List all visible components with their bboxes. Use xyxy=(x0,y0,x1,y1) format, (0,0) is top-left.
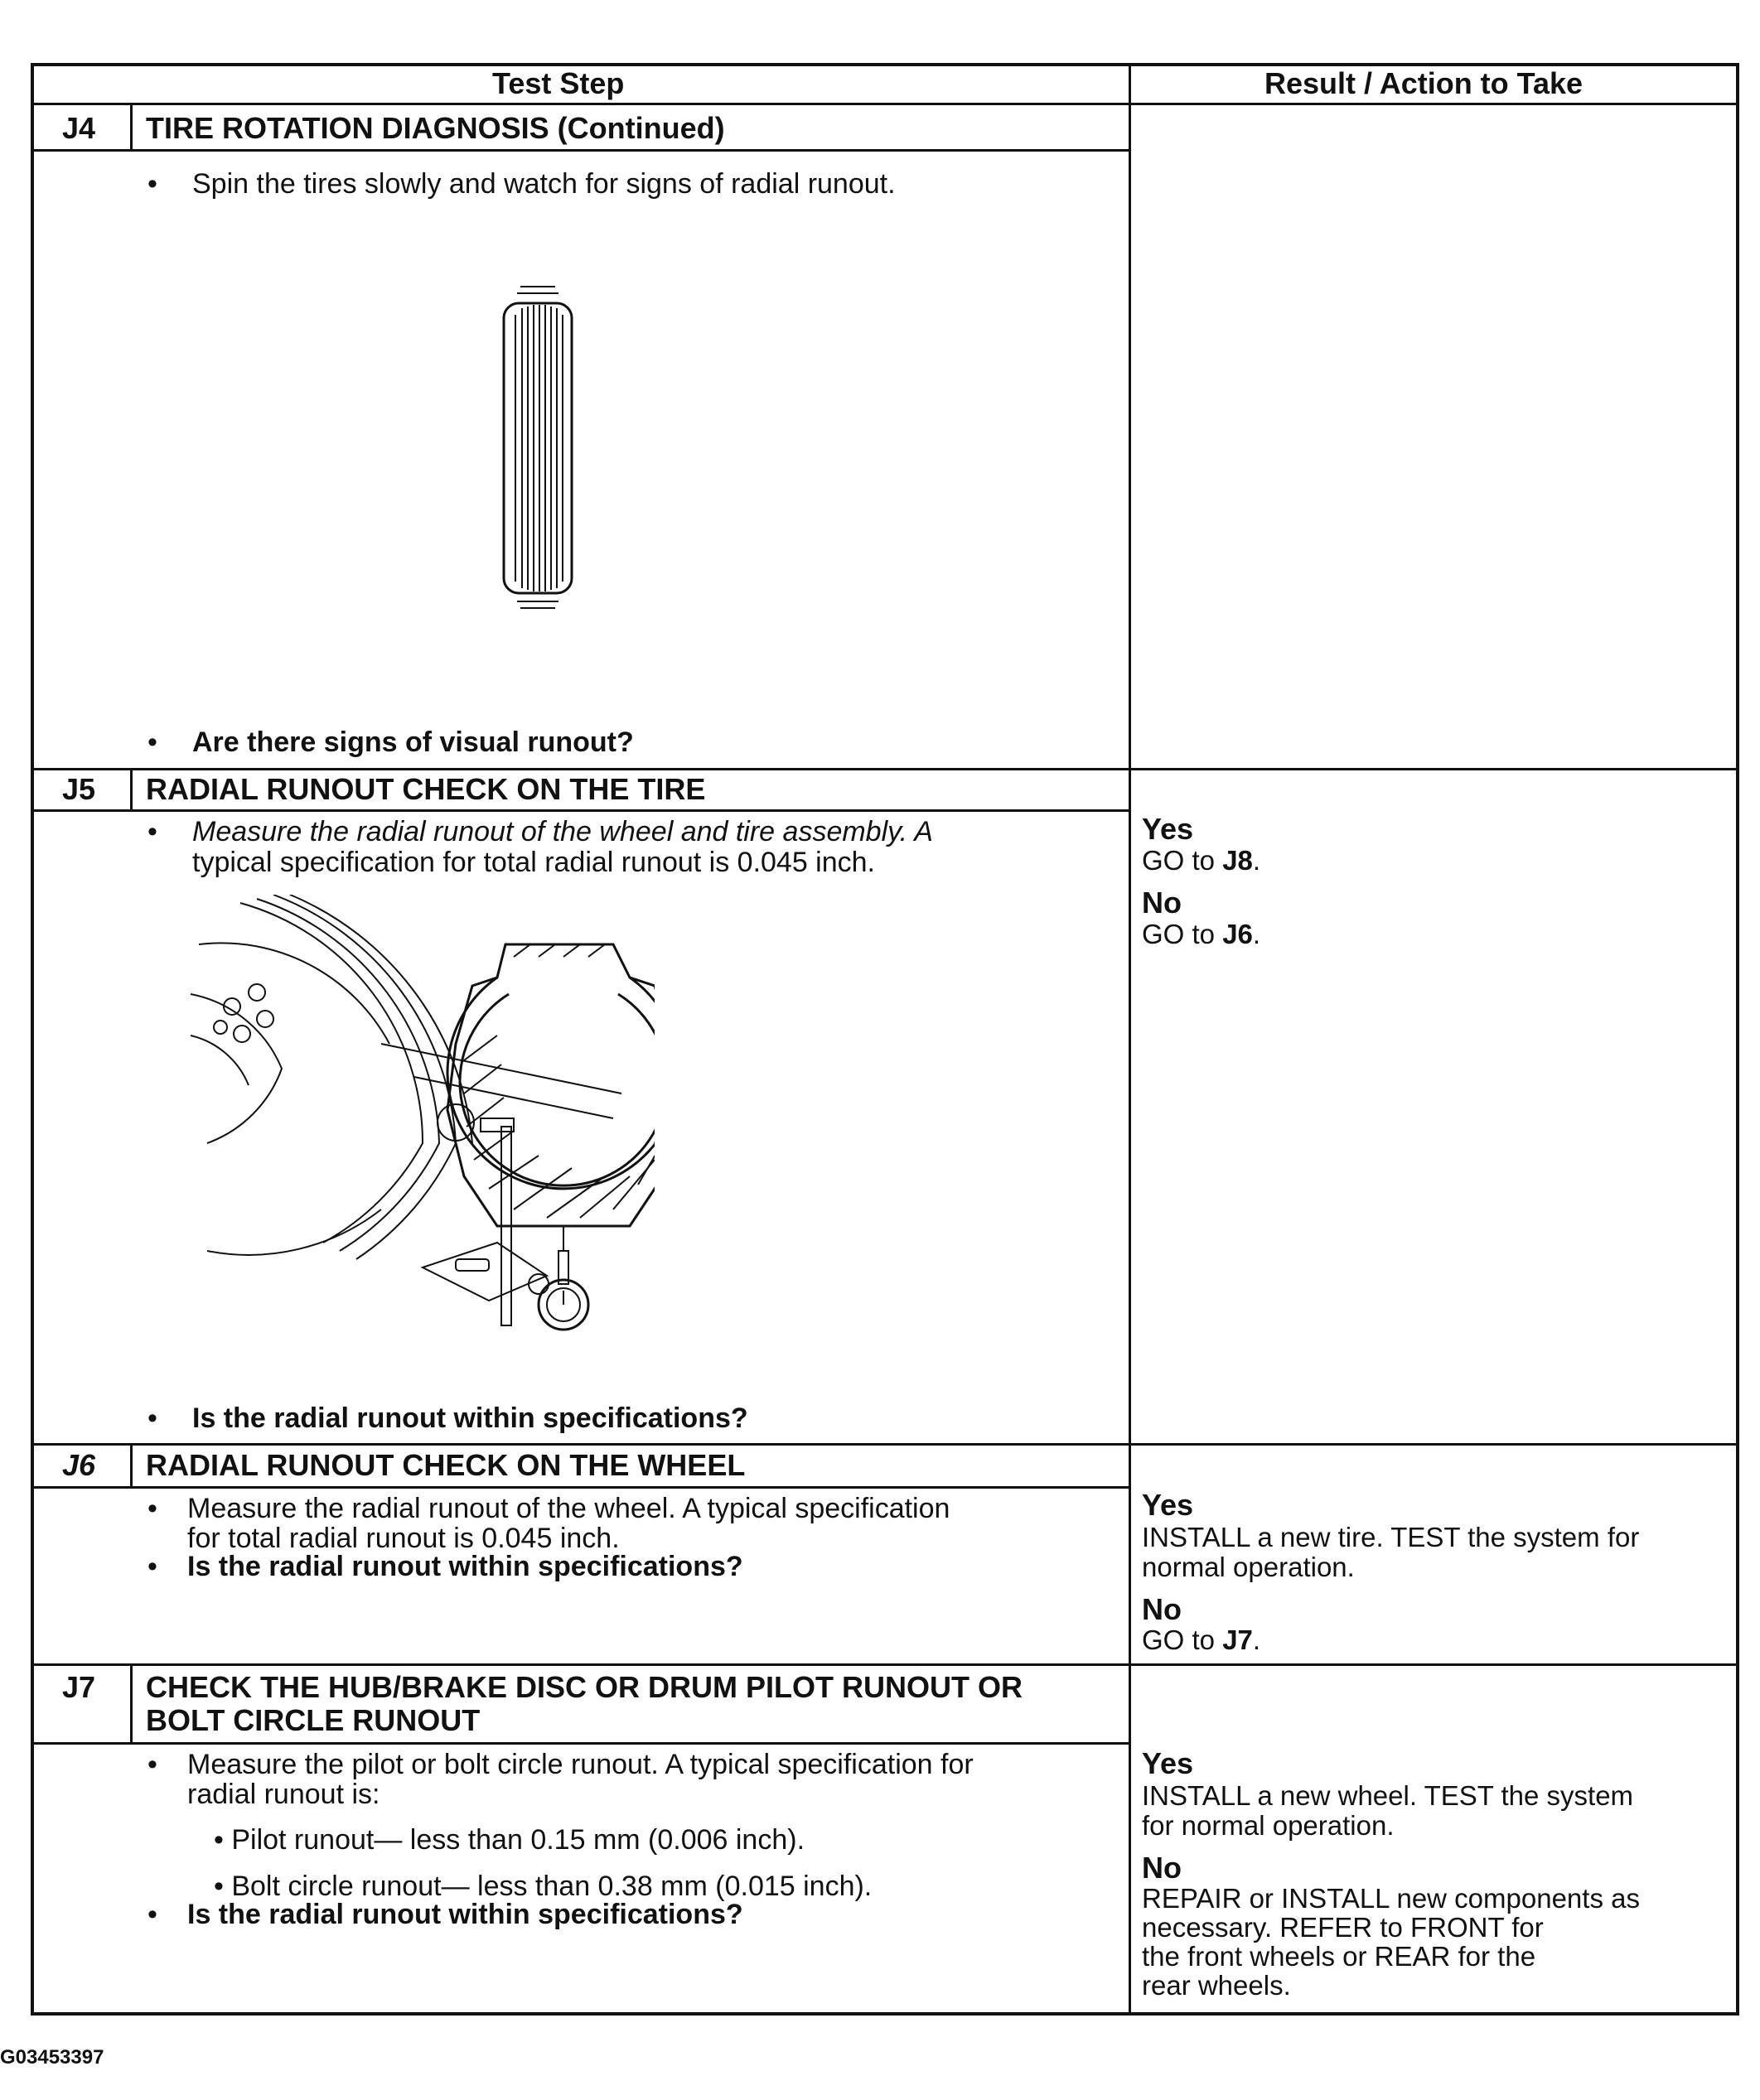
bullet: • xyxy=(147,1493,157,1524)
header-rule xyxy=(31,103,1739,105)
tire-tread-illustration xyxy=(497,282,580,613)
table-border-left xyxy=(31,63,34,2016)
sub-item-bolt-circle: • Bolt circle runout— less than 0.38 mm (0.015 inch). xyxy=(214,1871,873,1902)
sub-item-pilot: • Pilot runout— less than 0.15 mm (0.006 inch). xyxy=(214,1824,805,1856)
step-title-j5: RADIAL RUNOUT CHECK ON THE TIRE xyxy=(146,772,706,806)
instruction-j4: Spin the tires slowly and watch for signs of radial runout. xyxy=(192,168,896,200)
bullet: • xyxy=(147,727,157,758)
step-title-j6: RADIAL RUNOUT CHECK ON THE WHEEL xyxy=(146,1448,746,1482)
figure-id: G03453397 xyxy=(0,2046,104,2069)
result-no-action-j7-line3: the front wheels or REAR for the xyxy=(1142,1941,1536,1972)
result-no-action-j7-line1: REPAIR or INSTALL new components as xyxy=(1142,1883,1640,1914)
question-j7: Is the radial runout within specifications? xyxy=(187,1899,743,1930)
result-yes-action-j6-line1: INSTALL a new tire. TEST the system for xyxy=(1142,1522,1640,1552)
result-no-action-j5: GO to J6. xyxy=(1142,919,1261,949)
rule-j7 xyxy=(31,1663,1739,1666)
instruction-j5-line1: Measure the radial runout of the wheel and tire assembly. A xyxy=(192,816,933,847)
id-divider-j4 xyxy=(130,103,133,151)
rule-j7-title xyxy=(31,1742,1130,1745)
step-title-j4: TIRE ROTATION DIAGNOSIS (Continued) xyxy=(146,111,725,145)
rule-j6-title xyxy=(31,1486,1130,1489)
id-divider-j6 xyxy=(130,1443,133,1488)
result-no-j6: No xyxy=(1142,1592,1182,1626)
result-no-action-j6: GO to J7. xyxy=(1142,1624,1261,1655)
id-divider-j7 xyxy=(130,1663,133,1744)
result-yes-action-j7-line2: for normal operation. xyxy=(1142,1810,1395,1841)
wheel-dial-indicator-illustration xyxy=(191,895,655,1334)
step-id-j6: J6 xyxy=(62,1448,96,1482)
instruction-j7-line2: radial runout is: xyxy=(187,1779,380,1810)
goto-target[interactable]: J8 xyxy=(1222,845,1253,876)
rule-j4-title xyxy=(31,149,1130,152)
bullet: • xyxy=(147,1749,157,1780)
instruction-j5-line2: typical specification for total radial runout is 0.045 inch. xyxy=(192,847,876,878)
bullet: • xyxy=(147,1402,157,1434)
step-title-j7-line1: CHECK THE HUB/BRAKE DISC OR DRUM PILOT RUNOUT OR xyxy=(146,1670,1023,1704)
rule-j5-title xyxy=(31,809,1130,812)
result-yes-action-j7-line1: INSTALL a new wheel. TEST the system xyxy=(1142,1780,1634,1811)
result-no-action-j7-line2: necessary. REFER to FRONT for xyxy=(1142,1912,1544,1943)
column-divider xyxy=(1129,63,1131,2016)
question-j6: Is the radial runout within specifications? xyxy=(187,1551,743,1582)
goto-target[interactable]: J6 xyxy=(1222,919,1253,949)
result-no-action-j7-line4: rear wheels. xyxy=(1142,1970,1291,2001)
header-result-action: Result / Action to Take xyxy=(1264,66,1584,100)
question-j4: Are there signs of visual runout? xyxy=(192,727,634,758)
result-yes-j6: Yes xyxy=(1142,1488,1194,1522)
result-no-j7: No xyxy=(1142,1851,1182,1885)
result-no-j5: No xyxy=(1142,886,1182,920)
bullet: • xyxy=(147,168,157,200)
bullet: • xyxy=(147,1899,157,1930)
question-j5: Is the radial runout within specifications? xyxy=(192,1402,748,1434)
rule-j6 xyxy=(31,1443,1739,1446)
step-id-j7: J7 xyxy=(62,1670,96,1704)
instruction-j6-line2: for total radial runout is 0.045 inch. xyxy=(187,1523,620,1554)
result-yes-action-j5: GO to J8. xyxy=(1142,845,1261,876)
result-yes-j5: Yes xyxy=(1142,812,1194,846)
bullet: • xyxy=(147,1551,157,1582)
instruction-j7-line1: Measure the pilot or bolt circle runout. A typical specification for xyxy=(187,1749,974,1780)
step-title-j7-line2: BOLT CIRCLE RUNOUT xyxy=(146,1703,481,1737)
goto-target[interactable]: J7 xyxy=(1222,1624,1253,1655)
table-border-right xyxy=(1736,63,1739,2016)
result-yes-action-j6-line2: normal operation. xyxy=(1142,1552,1355,1582)
step-id-j4: J4 xyxy=(62,111,96,145)
instruction-j6-line1: Measure the radial runout of the wheel. A typical specification xyxy=(187,1493,950,1524)
step-id-j5: J5 xyxy=(62,772,96,806)
rule-j5 xyxy=(31,768,1739,770)
id-divider-j5 xyxy=(130,768,133,811)
header-test-step: Test Step xyxy=(492,66,625,100)
table-border-bottom xyxy=(31,2012,1739,2016)
result-yes-j7: Yes xyxy=(1142,1746,1194,1780)
bullet: • xyxy=(147,816,157,847)
